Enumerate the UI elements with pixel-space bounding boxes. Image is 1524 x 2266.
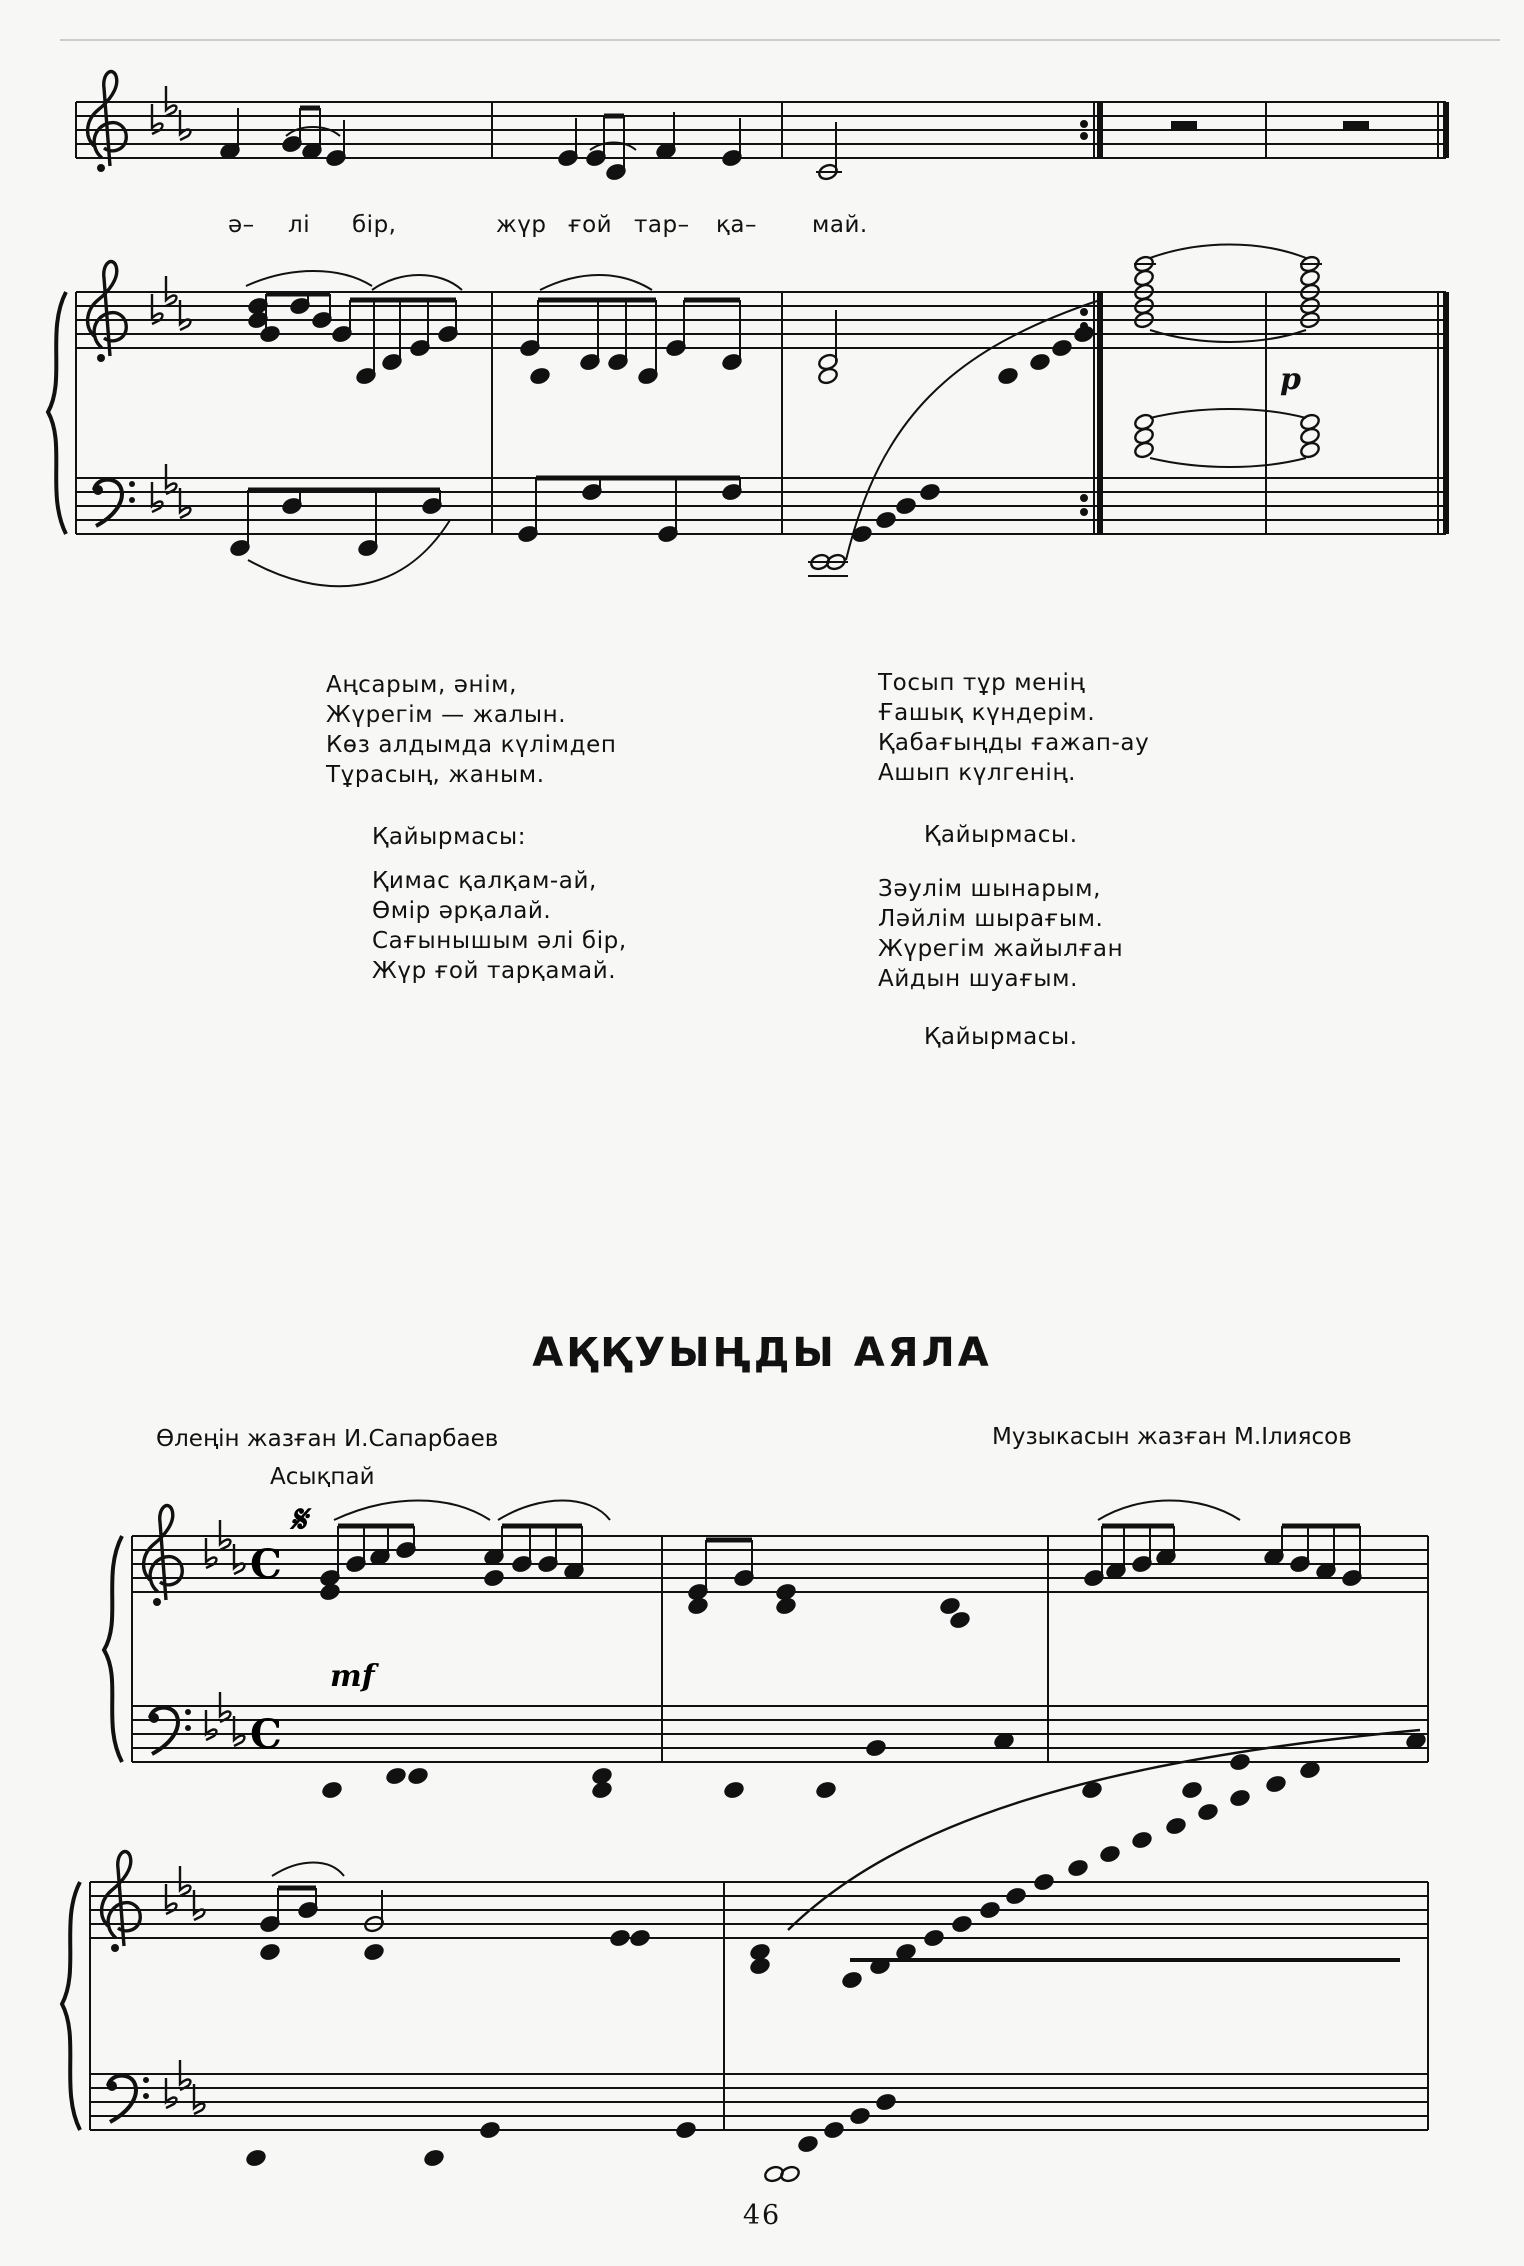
dynamic-p: p	[1280, 362, 1301, 397]
lyric-syllable: қа–	[716, 212, 757, 238]
verse-line: Көз алдымда күлімдеп	[326, 732, 617, 758]
verse-line: Аңсарым, әнім,	[326, 672, 518, 698]
lyric-syllable: ә–	[228, 212, 255, 238]
system3-bass-staff	[90, 2074, 1428, 2130]
verse-line: Қабағыңды ғажап-ау	[878, 730, 1150, 756]
system1-piano-notes	[229, 245, 1322, 587]
dynamic-mf: mf	[330, 1659, 375, 1694]
system1-piano-treble-staff	[76, 292, 1446, 348]
segno-icon: 𝄋	[290, 1496, 307, 1541]
verse-line: Зәулім шынарым,	[878, 876, 1102, 902]
lyric-syllable: бір,	[352, 212, 397, 238]
refrain-label: Қайырмасы.	[924, 822, 1078, 848]
lyric-syllable: ғой	[568, 212, 613, 238]
verse-line: Тосып тұр менің	[878, 670, 1086, 696]
lyricist-credit: Өлеңін жазған И.Сапарбаев	[156, 1426, 499, 1452]
composer-credit: Музыкасын жазған М.Ілиясов	[992, 1424, 1352, 1450]
song-title: АҚҚУЫҢДЫ АЯЛА	[532, 1330, 992, 1376]
svg-text:C: C	[250, 1711, 282, 1758]
lyric-syllable: лі	[288, 212, 311, 238]
system1-piano-barlines	[48, 292, 1446, 534]
refrain-label: Қайырмасы.	[924, 1024, 1078, 1050]
verse-line: Айдын шуағым.	[878, 966, 1079, 992]
verse-line: Өмір әрқалай.	[372, 898, 552, 924]
page-number: 46	[742, 2200, 782, 2231]
system1-vocal-staff	[76, 102, 1446, 158]
verse-line: Жүрегім — жалын.	[326, 702, 567, 728]
lyric-syllable: тар–	[634, 212, 690, 238]
verse-line: Тұрасың, жаным.	[326, 762, 545, 788]
tempo-marking: Асықпай	[270, 1464, 375, 1490]
verse-line: Ғашық күндерім.	[878, 700, 1096, 726]
verse-line: Жүр ғой тарқамай.	[372, 958, 617, 984]
verse-line: Жүрегім жайылған	[878, 936, 1124, 962]
svg-text:C: C	[250, 1541, 282, 1588]
verse-line: Ләйлім шырағым.	[878, 906, 1104, 932]
verse-line: Ашып күлгенің.	[878, 760, 1077, 786]
lyric-syllable: жүр	[496, 212, 547, 238]
refrain-label: Қайырмасы:	[372, 824, 527, 850]
lyric-syllable: май.	[812, 212, 868, 238]
verse-line: Қимас қалқам-ай,	[372, 868, 597, 894]
verse-line: Сағынышым әлі бір,	[372, 928, 627, 954]
system2-notes	[319, 1501, 1427, 1800]
system1-piano-bass-staff	[76, 478, 1446, 534]
